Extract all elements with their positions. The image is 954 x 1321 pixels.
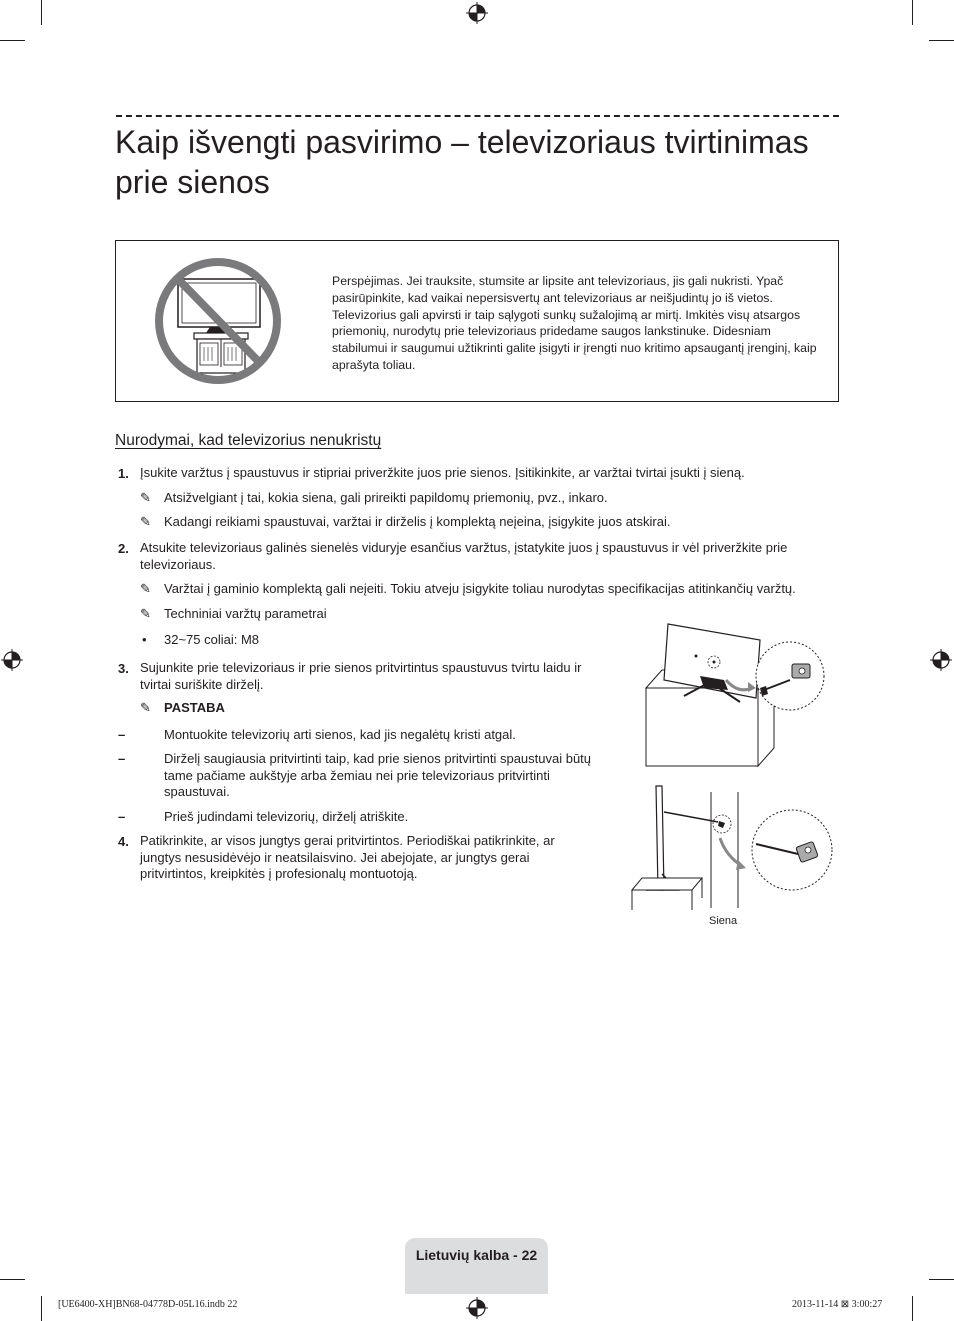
note-text: Varžtai į gaminio komplektą gali neįeiti. Tokiu atveju įsigykite toliau nurodytas specifikacijas atitinkančių varžtų. (164, 581, 796, 596)
warning-box (115, 240, 839, 402)
dash-marker: – (118, 727, 126, 742)
note-text: Kadangi reikiami spaustuvai, varžtai ir dirželis į komplektą neįeina, įsigykite juos atskirai. (164, 514, 671, 529)
page-number-tab (405, 1238, 548, 1294)
registration-mark-icon (1, 649, 23, 671)
registration-mark-icon (466, 2, 488, 24)
section-title: Nurodymai, kad televizorius nenukristų (115, 432, 382, 449)
page-title: Kaip išvengti pasvirimo – televizoriaus tvirtinimas prie sienos (115, 124, 809, 200)
note-icon: ✎ (140, 490, 151, 505)
warning-text: Perspėjimas. Jei trauksite, stumsite ar lipsite ant televizoriaus, jis gali nukristi. Ypač pasirūpinkite, kad vaikai nepersisvertų ant televizoriaus ar neišjudintų jo iš vietos. Televizorius gali apvirsti ir taip sąlygoti sunkų sužalojimą ar mirtį. Imkitės visų atsargos priemonių, nurodytų prie televizoriaus pridedame saugos lankstinuke. Didesniam stabilumui ir saugumui užtikrinti galite įsigyti ir įrengti nuo kritimo apsaugantį įrenginį, kaip aprašyta toliau. (332, 274, 817, 372)
figure-caption: Siena (709, 915, 738, 927)
crop-mark (41, 0, 42, 25)
note-icon: ✎ (140, 606, 151, 621)
step-text: Sujunkite prie televizoriaus ir prie sienos pritvirtintus spaustuvus tvirtu laidu ir tvirtai suriškite dirželį. (140, 660, 582, 692)
dash-marker: – (118, 751, 126, 766)
tv-bracket-illustration (640, 618, 830, 768)
note-text: Atsižvelgiant į tai, kokia siena, gali prireikti papildomų priemonių, pvz., inkaro. (164, 490, 608, 505)
crop-mark (912, 1296, 913, 1321)
step-number: 4. (118, 834, 129, 849)
no-tv-on-stand-icon (152, 255, 284, 387)
print-timestamp: 2013-11-14 ⊠ 3:00:27 (792, 1299, 883, 1310)
crop-mark (0, 40, 25, 41)
dash-item: Prieš judindami televizorių, dirželį atriškite. (164, 809, 409, 824)
crop-mark (41, 1296, 42, 1321)
note-icon: ✎ (140, 700, 151, 715)
step-number: 3. (118, 661, 129, 676)
registration-mark-icon (466, 1297, 488, 1319)
page-number-label: Lietuvių kalba - 22 (415, 1247, 538, 1263)
note-icon: ✎ (140, 514, 151, 529)
registration-mark-icon (930, 649, 952, 671)
note-text: Techniniai varžtų parametrai (164, 606, 327, 621)
step-text: Patikrinkite, ar visos jungtys gerai pritvirtintos. Periodiškai patikrinkite, ar jungtys nesusidėvėjo ir neatsilaisvino. Jei abejojate, ar jungtys gerai pritvirtintos, kreipkitės į profesionalų montuotoją. (140, 833, 555, 881)
step-number: 1. (118, 466, 129, 481)
crop-mark (912, 0, 913, 25)
file-info: [UE6400-XH]BN68-04778D-05L16.indb 22 (58, 1299, 238, 1310)
bullet-dot: • (142, 632, 147, 647)
tv-wall-strap-illustration (626, 782, 836, 912)
crop-mark (929, 1279, 954, 1280)
note-icon: ✎ (140, 581, 151, 596)
step-text: Atsukite televizoriaus galinės sienelės viduryje esančius varžtus, įstatykite juos į spaustuvus ir vėl priveržkite prie televizoriaus. (140, 540, 788, 572)
bullet-text: 32~75 coliai: M8 (164, 632, 260, 647)
dash-marker: – (118, 809, 126, 824)
crop-mark (929, 40, 954, 41)
dash-item: Montuokite televizorių arti sienos, kad jis negalėtų kristi atgal. (164, 727, 516, 742)
title-divider (116, 115, 839, 117)
crop-mark (0, 1279, 25, 1280)
note-heading: PASTABA (164, 700, 225, 715)
step-number: 2. (118, 541, 129, 556)
dash-item: Dirželį saugiausia pritvirtinti taip, kad prie sienos pritvirtinti spaustuvai būtų tame pačiame aukštyje arba žemiau nei prie televizoriaus pritvirtinti spaustuvai. (164, 751, 592, 799)
step-text: Įsukite varžtus į spaustuvus ir stipriai priveržkite juos prie sienos. Įsitikinkite, ar varžtai tvirtai įsukti į sieną. (140, 465, 745, 480)
